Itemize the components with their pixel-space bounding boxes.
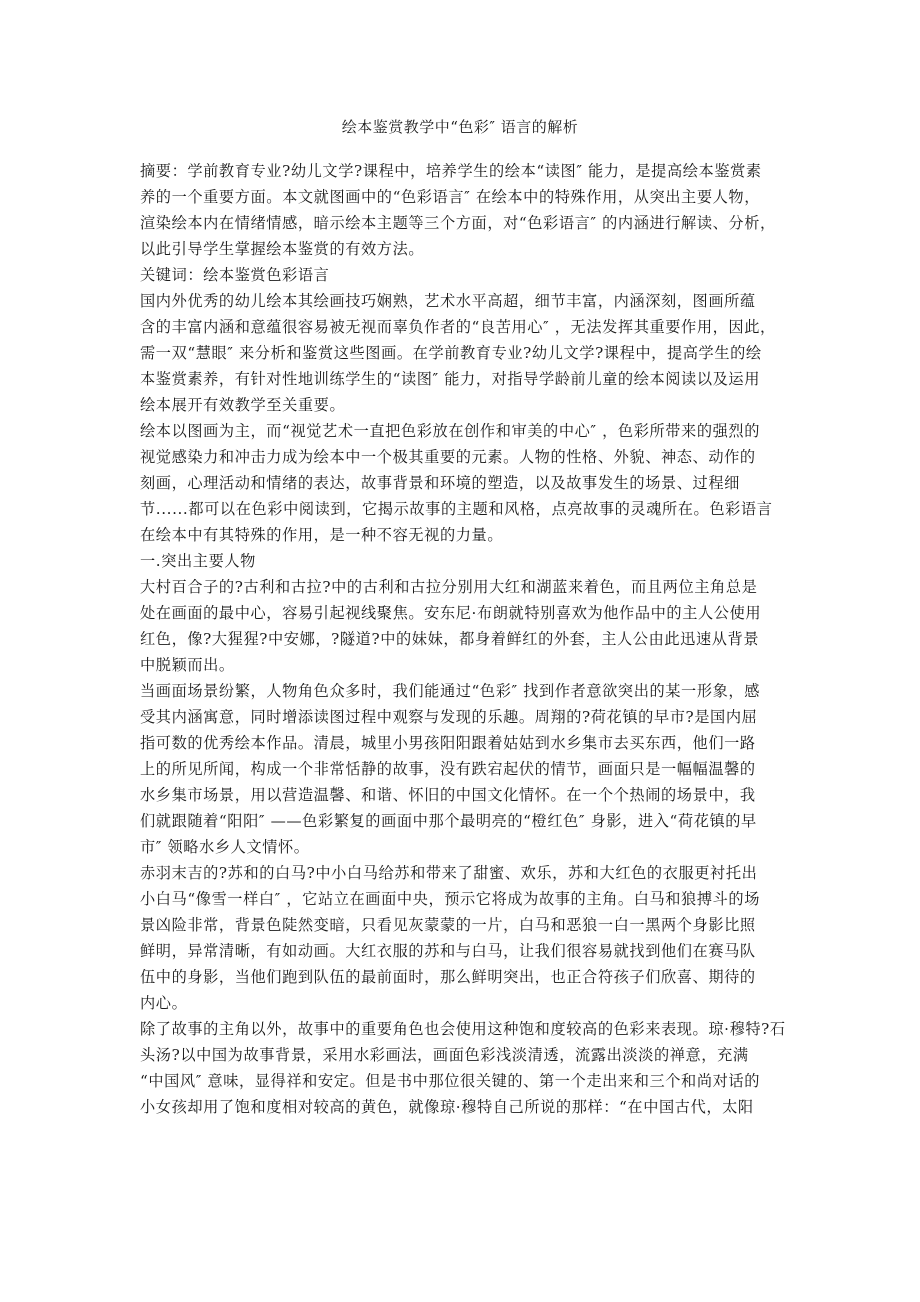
paragraph-line: 刻画，心理活动和情绪的表达，故事背景和环境的塑造，以及故事发生的场景、过程细 (140, 474, 740, 492)
paragraph-line: 中脱颖而出。 (140, 656, 235, 674)
paragraph-line: 绘本展开有效教学至关重要。 (140, 396, 346, 414)
abstract-line: 养的一个重要方面。本文就图画中的“色彩语言″ 在绘本中的特殊作用，从突出主要人物， (140, 188, 760, 206)
paragraph-line: 赤羽末吉的?苏和的白马?中小白马给苏和带来了甜蜜、欢乐，苏和大红色的衣服更衬托出 (140, 864, 758, 882)
paragraph-line: 受其内涵寓意，同时增添读图过程中观察与发现的乐趣。周翔的?荷花镇的早市?是国内屈 (140, 708, 758, 726)
abstract-line: 摘要：学前教育专业?幼儿文学?课程中，培养学生的绘本“读图″ 能力，是提高绘本鉴赏素 (140, 162, 762, 180)
paragraph-line: 伍中的身影，当他们跑到队伍的最前面时，那么鲜明突出，也正合符孩子们欣喜、期待的 (140, 968, 756, 986)
paragraph-line: 含的丰富内涵和意蕴很容易被无视而辜负作者的“良苦用心″ ，无法发挥其重要作用，因此， (140, 318, 776, 336)
paragraph-line: 们就跟随着“阳阳″ ——色彩繁复的画面中那个最明亮的“橙红色″ 身影，进入“荷花镇的早 (140, 812, 757, 830)
paragraph-line: 小白马“像雪一样白″ ，它站立在画面中央，预示它将成为故事的主角。白马和狼搏斗的场 (140, 890, 760, 908)
paragraph-line: 大村百合子的?古利和古拉?中的古利和古拉分别用大红和湖蓝来着色，而且两位主角总是 (140, 578, 758, 596)
keywords-line: 关键词：绘本鉴赏色彩语言 (140, 266, 330, 284)
paragraph-line: 视觉感染力和冲击力成为绘本中一个极其重要的元素。人物的性格、外貌、神态、动作的 (140, 448, 756, 466)
paragraph-line: 本鉴赏素养，有针对性地训练学生的“读图″ 能力，对指导学龄前儿童的绘本阅读以及运用 (140, 370, 760, 388)
paragraph-line: 在绘本中有其特殊的作用，是一种不容无视的力量。 (140, 526, 504, 544)
paragraph-line: 需一双“慧眼″ 来分析和鉴赏这些图画。在学前教育专业?幼儿文学?课程中，提高学生的绘 (140, 344, 762, 362)
paragraph-line: 鲜明，异常清晰，有如动画。大红衣服的苏和与白马，让我们很容易就找到他们在赛马队 (140, 942, 756, 960)
paragraph-line: 景凶险非常，背景色陡然变暗，只看见灰蒙蒙的一片，白马和恶狼一白一黑两个身影比照 (140, 916, 756, 934)
abstract-line: 渲染绘本内在情绪情感，暗示绘本主题等三个方面，对“色彩语言″ 的内涵进行解读、分析， (140, 214, 776, 232)
paragraph-line: 处在画面的最中心，容易引起视线聚焦。安东尼·布朗就特别喜欢为他作品中的主人公使用 (140, 604, 762, 622)
paragraph-line: 小女孩却用了饱和度相对较高的黄色，就像琼·穆特自己所说的那样：“在中国古代，太阳 (140, 1098, 754, 1116)
paragraph-line: 上的所见所闻，构成一个非常恬静的故事，没有跌宕起伏的情节，画面只是一幅幅温馨的 (140, 760, 756, 778)
section-heading: 一.突出主要人物 (140, 552, 256, 570)
paragraph-line: 除了故事的主角以外，故事中的重要角色也会使用这种饱和度较高的色彩来表现。琼·穆特?石 (140, 1020, 786, 1038)
paragraph-line: 市″ 领略水乡人文情怀。 (140, 838, 310, 856)
paragraph-line: 水乡集市场景，用以营造温馨、和谐、怀旧的中国文化情怀。在一个个热闹的场景中，我 (140, 786, 756, 804)
paragraph-line: 头汤?以中国为故事背景，采用水彩画法，画面色彩浅淡清透，流露出淡淡的禅意，充满 (140, 1046, 749, 1064)
paragraph-line: 绘本以图画为主，而“视觉艺术一直把色彩放在创作和审美的中心″ ，色彩所带来的强烈的 (140, 422, 760, 440)
paragraph-line: 红色，像?大猩猩?中安娜，?隧道?中的妹妹，都身着鲜红的外套，主人公由此迅速从背景 (140, 630, 760, 648)
paragraph-line: 内心。 (140, 994, 188, 1012)
paragraph-line: 节......都可以在色彩中阅读到，它揭示故事的主题和风格，点亮故事的灵魂所在。色彩语言 (140, 500, 773, 518)
paragraph-line: 国内外优秀的幼儿绘本其绘画技巧娴熟，艺术水平高超，细节丰富，内涵深刻，图画所蕴 (140, 292, 756, 310)
document-body (140, 158, 800, 1120)
abstract-line: 以此引导学生掌握绘本鉴赏的有效方法。 (140, 240, 425, 258)
document-title: 绘本鉴赏教学中“色彩″ 语言的解析 (341, 118, 579, 136)
paragraph-line: “中国风″ 意味，显得祥和安定。但是书中那位很关键的、第一个走出来和三个和尚对话的 (140, 1072, 760, 1090)
paragraph-line: 指可数的优秀绘本作品。清晨，城里小男孩阳阳跟着姑姑到水乡集市去买东西，他们一路 (140, 734, 756, 752)
paragraph-line: 当画面场景纷繁，人物角色众多时，我们能通过“色彩″ 找到作者意欲突出的某一形象，感 (140, 682, 760, 700)
